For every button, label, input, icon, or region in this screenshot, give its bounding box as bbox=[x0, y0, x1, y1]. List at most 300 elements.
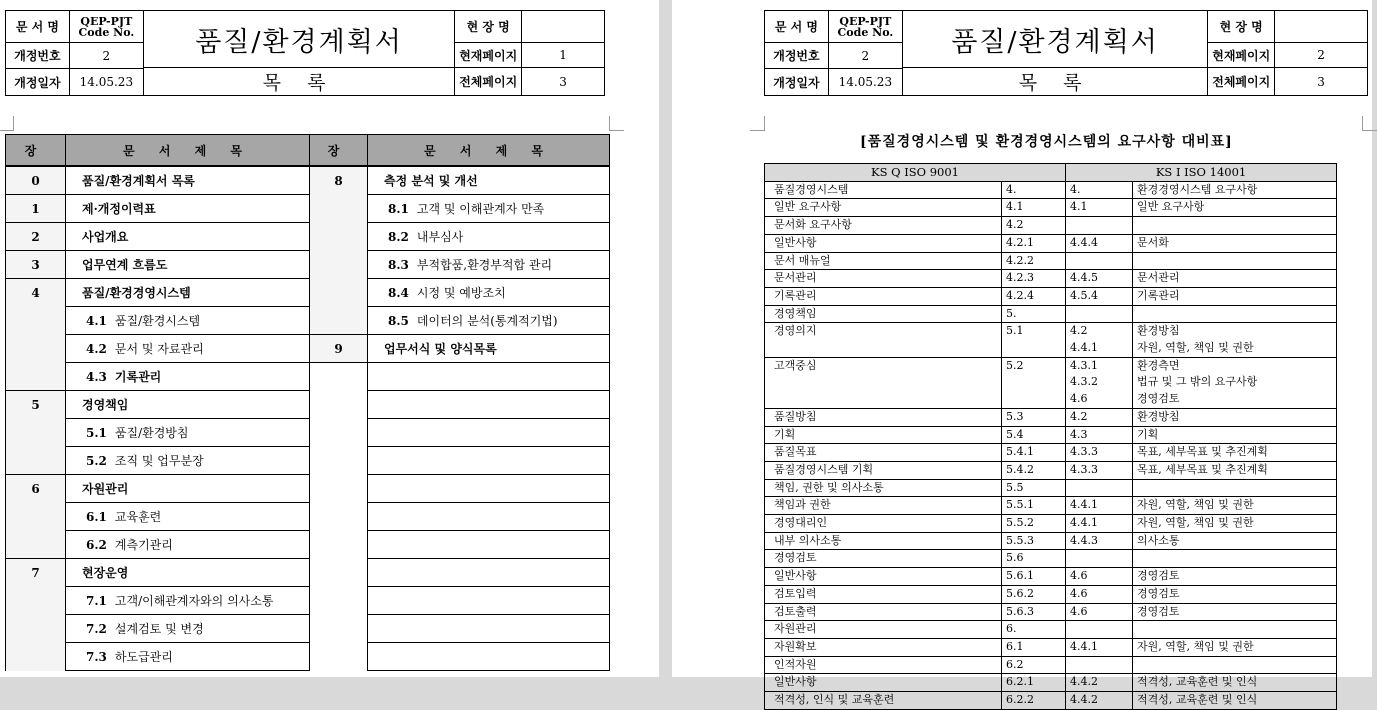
current-page-label: 현재페이지 bbox=[1208, 43, 1275, 68]
qms-clause-number: 5.5.2 bbox=[1002, 515, 1066, 533]
toc-entry-title: 측정 분석 및 개선 bbox=[368, 166, 610, 195]
toc-entry-number: 6.1 bbox=[86, 510, 107, 524]
toc-entry-number: 6.2 bbox=[86, 538, 107, 552]
toc-row bbox=[6, 559, 610, 587]
qms-clause-number: 5.2 bbox=[1002, 357, 1066, 408]
ems-clause-number: 4.4.2 bbox=[1066, 692, 1133, 710]
toc-entry-title bbox=[368, 223, 610, 251]
toc-entry-title bbox=[368, 531, 610, 559]
toc-row bbox=[6, 166, 610, 195]
ems-clause-title bbox=[1133, 305, 1337, 323]
toc-chapter-number: 7 bbox=[6, 559, 66, 587]
total-page-label: 전체페이지 bbox=[1208, 68, 1275, 96]
qms-clause-title: 품질방침 bbox=[765, 408, 1002, 426]
qms-clause-title: 경영대리인 bbox=[765, 515, 1002, 533]
toc-entry-text: 조직 및 업무분장 bbox=[114, 454, 204, 468]
ems-clause-title: 적격성, 교육훈련 및 인식 bbox=[1133, 692, 1337, 710]
toc-col-chapter: 장 bbox=[6, 135, 66, 167]
rev-no-label: 개정번호 bbox=[765, 43, 829, 69]
toc-row bbox=[6, 223, 610, 251]
matrix-row bbox=[765, 497, 1337, 515]
qms-clause-title: 책임과 권한 bbox=[765, 497, 1002, 515]
qms-clause-number: 6.2 bbox=[1002, 656, 1066, 674]
matrix-row bbox=[765, 199, 1337, 217]
matrix-row bbox=[765, 408, 1337, 426]
toc-entry-number: 8.4 bbox=[388, 286, 409, 300]
matrix-row bbox=[765, 426, 1337, 444]
toc-entry-number: 7.3 bbox=[86, 650, 107, 664]
matrix-row bbox=[765, 270, 1337, 288]
ems-clause-number bbox=[1066, 656, 1133, 674]
ems-clause-title: 기록관리 bbox=[1133, 287, 1337, 305]
ems-clause-title: 환경방침 자원, 역할, 책임 및 권한 bbox=[1133, 323, 1337, 357]
toc-entry-number: 7.1 bbox=[86, 594, 107, 608]
ems-clause-number: 4.3.3 bbox=[1066, 461, 1133, 479]
qms-clause-number: 5.5 bbox=[1002, 479, 1066, 497]
ems-clause-number: 4.2 4.4.1 bbox=[1066, 323, 1133, 357]
toc-entry-title: 제·개정이력표 bbox=[66, 195, 310, 223]
matrix-row bbox=[765, 357, 1337, 408]
toc-row bbox=[6, 391, 610, 419]
toc-entry-title bbox=[368, 279, 610, 307]
toc-entry-text: 내부심사 bbox=[416, 230, 464, 244]
toc-entry-text: 계측기관리 bbox=[114, 538, 173, 552]
toc-entry-title bbox=[66, 643, 310, 671]
toc-row bbox=[6, 447, 610, 475]
matrix-row bbox=[765, 674, 1337, 692]
toc-col-chapter: 장 bbox=[310, 135, 368, 167]
ems-clause-title: 일반 요구사항 bbox=[1133, 199, 1337, 217]
qms-clause-number: 4.2.1 bbox=[1002, 234, 1066, 252]
ems-clause-number: 4.4.4 bbox=[1066, 234, 1133, 252]
toc-chapter-number bbox=[6, 335, 66, 363]
qms-clause-title: 자원확보 bbox=[765, 638, 1002, 656]
document-header-1 bbox=[5, 10, 605, 96]
toc-entry-number: 4.1 bbox=[86, 314, 107, 328]
matrix-row bbox=[765, 585, 1337, 603]
qms-clause-number: 5.4.2 bbox=[1002, 461, 1066, 479]
toc-col-title: 문 서 제 목 bbox=[66, 135, 310, 167]
code-no: QEP-PJT Code No. bbox=[69, 11, 143, 43]
qms-clause-title: 고객중심 bbox=[765, 357, 1002, 408]
ems-clause-number: 4.4.1 bbox=[1066, 497, 1133, 515]
toc-row bbox=[6, 307, 610, 335]
document-page-2 bbox=[672, 0, 1372, 707]
qms-clause-number: 5.6.1 bbox=[1002, 568, 1066, 586]
matrix-row bbox=[765, 444, 1337, 462]
matrix-row bbox=[765, 550, 1337, 568]
total-page-value: 3 bbox=[522, 68, 605, 96]
ems-clause-title: 환경방침 bbox=[1133, 408, 1337, 426]
ems-clause-number: 4.4.3 bbox=[1066, 532, 1133, 550]
rev-no-value: 2 bbox=[69, 43, 143, 69]
toc-entry-title bbox=[368, 251, 610, 279]
toc-entry-title bbox=[66, 531, 310, 559]
ems-clause-title: 자원, 역할, 책임 및 권한 bbox=[1133, 515, 1337, 533]
total-page-label: 전체페이지 bbox=[455, 68, 522, 96]
matrix-row bbox=[765, 638, 1337, 656]
matrix-row bbox=[765, 305, 1337, 323]
toc-entry-text: 하도급관리 bbox=[114, 650, 173, 664]
toc-entry-number: 8.3 bbox=[388, 258, 409, 272]
qms-clause-number: 4.2.3 bbox=[1002, 270, 1066, 288]
toc-entry-title bbox=[66, 587, 310, 615]
qms-clause-title: 인적자원 bbox=[765, 656, 1002, 674]
rev-date-value: 14.05.23 bbox=[828, 69, 902, 96]
ems-clause-number: 4.6 bbox=[1066, 603, 1133, 621]
doc-name-label: 문 서 명 bbox=[6, 11, 70, 43]
toc-chapter-number: 6 bbox=[6, 475, 66, 503]
toc-row bbox=[6, 643, 610, 671]
toc-chapter-number bbox=[310, 251, 368, 279]
toc-entry-text: 품질/환경시스템 bbox=[114, 314, 201, 328]
qms-clause-title: 기획 bbox=[765, 426, 1002, 444]
qms-clause-title: 일반사항 bbox=[765, 568, 1002, 586]
toc-entry-title bbox=[368, 475, 610, 503]
toc-entry-title: 업무연계 흐름도 bbox=[66, 251, 310, 279]
ems-clause-title: 목표, 세부목표 및 추진계획 bbox=[1133, 461, 1337, 479]
qms-clause-title: 일반 요구사항 bbox=[765, 199, 1002, 217]
toc-chapter-number bbox=[310, 307, 368, 335]
matrix-row bbox=[765, 568, 1337, 586]
qms-clause-number: 6.2.2 bbox=[1002, 692, 1066, 710]
qms-clause-number: 6.1 bbox=[1002, 638, 1066, 656]
qms-clause-number: 5.3 bbox=[1002, 408, 1066, 426]
toc-entry-text: 고객/이해관계자와의 의사소통 bbox=[114, 594, 274, 608]
toc-entry-title bbox=[368, 363, 610, 391]
site-name-label: 현 장 명 bbox=[1208, 11, 1275, 43]
ems-clause-number bbox=[1066, 252, 1133, 270]
qms-clause-number: 5.1 bbox=[1002, 323, 1066, 357]
qms-clause-number: 4.2.4 bbox=[1002, 287, 1066, 305]
doc-subtitle: 목 록 bbox=[143, 68, 454, 96]
toc-chapter-number bbox=[310, 195, 368, 223]
qms-clause-number: 5.6 bbox=[1002, 550, 1066, 568]
matrix-row bbox=[765, 181, 1337, 199]
rev-no-value: 2 bbox=[828, 43, 902, 69]
toc-entry-title bbox=[368, 643, 610, 671]
ems-clause-title bbox=[1133, 550, 1337, 568]
ems-clause-title bbox=[1133, 252, 1337, 270]
toc-entry-title bbox=[66, 503, 310, 531]
toc-table bbox=[5, 134, 610, 671]
crop-mark bbox=[750, 116, 765, 131]
ems-clause-title: 목표, 세부목표 및 추진계획 bbox=[1133, 444, 1337, 462]
toc-entry-title bbox=[368, 447, 610, 475]
site-name-value bbox=[522, 11, 605, 43]
qms-clause-title: 내부 의사소통 bbox=[765, 532, 1002, 550]
qms-clause-title: 문서화 요구사항 bbox=[765, 217, 1002, 235]
matrix-row bbox=[765, 217, 1337, 235]
toc-entry-title: 사업개요 bbox=[66, 223, 310, 251]
toc-chapter-number: 1 bbox=[6, 195, 66, 223]
ems-clause-number: 4.2 bbox=[1066, 408, 1133, 426]
ems-clause-number bbox=[1066, 305, 1133, 323]
toc-chapter-number bbox=[310, 475, 368, 503]
qms-clause-title: 경영검토 bbox=[765, 550, 1002, 568]
toc-row bbox=[6, 251, 610, 279]
ems-clause-title: 문서관리 bbox=[1133, 270, 1337, 288]
toc-entry-number: 4.3 bbox=[86, 370, 107, 384]
ems-clause-title: 자원, 역할, 책임 및 권한 bbox=[1133, 638, 1337, 656]
matrix-row bbox=[765, 515, 1337, 533]
total-page-value: 3 bbox=[1275, 68, 1368, 96]
qms-clause-number: 4. bbox=[1002, 181, 1066, 199]
toc-entry-number: 7.2 bbox=[86, 622, 107, 636]
toc-chapter-number bbox=[310, 223, 368, 251]
crop-mark bbox=[609, 116, 624, 131]
toc-entry-title bbox=[368, 587, 610, 615]
rev-date-label: 개정일자 bbox=[6, 69, 70, 96]
toc-row bbox=[6, 615, 610, 643]
ems-clause-number: 4.5.4 bbox=[1066, 287, 1133, 305]
ems-clause-number: 4.3.1 4.3.2 4.6 bbox=[1066, 357, 1133, 408]
qms-clause-number: 5.6.2 bbox=[1002, 585, 1066, 603]
qms-clause-title: 문서관리 bbox=[765, 270, 1002, 288]
toc-entry-title bbox=[66, 447, 310, 475]
qms-clause-number: 4.2.2 bbox=[1002, 252, 1066, 270]
ems-clause-title: 경영검토 bbox=[1133, 585, 1337, 603]
toc-entry-title bbox=[368, 419, 610, 447]
toc-header-row bbox=[6, 135, 610, 167]
matrix-header-row bbox=[765, 164, 1337, 182]
toc-entry-text: 설계검토 및 변경 bbox=[114, 622, 204, 636]
toc-entry-text: 교육훈련 bbox=[114, 510, 162, 524]
ems-clause-number: 4.1 bbox=[1066, 199, 1133, 217]
toc-entry-title: 자원관리 bbox=[66, 475, 310, 503]
ems-clause-title: 의사소통 bbox=[1133, 532, 1337, 550]
toc-entry-number: 8.1 bbox=[388, 202, 409, 216]
requirements-matrix bbox=[764, 163, 1337, 710]
document-page-1 bbox=[0, 0, 659, 677]
toc-entry-title: 현장운영 bbox=[66, 559, 310, 587]
toc-row bbox=[6, 475, 610, 503]
ems-clause-number: 4.4.1 bbox=[1066, 515, 1133, 533]
matrix-row bbox=[765, 479, 1337, 497]
toc-chapter-number bbox=[6, 419, 66, 447]
toc-row bbox=[6, 363, 610, 391]
toc-entry-text: 문서 및 자료관리 bbox=[114, 342, 204, 356]
toc-row bbox=[6, 195, 610, 223]
toc-entry-text: 데이터의 분석(통계적기법) bbox=[416, 314, 558, 328]
doc-name-label: 문 서 명 bbox=[765, 11, 829, 43]
matrix-row bbox=[765, 234, 1337, 252]
toc-entry-text: 기록관리 bbox=[114, 370, 162, 384]
toc-chapter-number bbox=[6, 363, 66, 391]
ems-clause-number bbox=[1066, 479, 1133, 497]
toc-entry-title bbox=[368, 615, 610, 643]
ems-clause-title bbox=[1133, 656, 1337, 674]
doc-subtitle: 목 록 bbox=[902, 68, 1207, 96]
toc-entry-title bbox=[368, 195, 610, 223]
ems-clause-title: 환경경영시스템 요구사항 bbox=[1133, 181, 1337, 199]
ems-clause-number: 4.3.3 bbox=[1066, 444, 1133, 462]
qms-clause-number: 5.5.3 bbox=[1002, 532, 1066, 550]
toc-entry-title bbox=[66, 419, 310, 447]
site-name-value bbox=[1275, 11, 1368, 43]
toc-entry-number: 8.5 bbox=[388, 314, 409, 328]
doc-title: 품질/환경계획서 bbox=[902, 11, 1207, 68]
toc-chapter-number bbox=[310, 643, 368, 671]
qms-clause-number: 5.5.1 bbox=[1002, 497, 1066, 515]
ems-clause-title: 환경측면 법규 및 그 밖의 요구사항 경영검토 bbox=[1133, 357, 1337, 408]
site-name-label: 현 장 명 bbox=[455, 11, 522, 43]
matrix-col-ems: KS I ISO 14001 bbox=[1066, 164, 1337, 182]
matrix-row bbox=[765, 532, 1337, 550]
ems-clause-number: 4.6 bbox=[1066, 585, 1133, 603]
crop-mark bbox=[0, 116, 14, 131]
toc-chapter-number: 8 bbox=[310, 166, 368, 195]
toc-entry-title bbox=[368, 559, 610, 587]
toc-entry-number: 5.1 bbox=[86, 426, 107, 440]
toc-entry-title bbox=[66, 615, 310, 643]
toc-chapter-number bbox=[310, 559, 368, 587]
toc-chapter-number: 5 bbox=[6, 391, 66, 419]
matrix-row bbox=[765, 461, 1337, 479]
qms-clause-number: 6.2.1 bbox=[1002, 674, 1066, 692]
toc-chapter-number bbox=[6, 643, 66, 671]
ems-clause-number: 4.4.2 bbox=[1066, 674, 1133, 692]
toc-entry-title bbox=[66, 335, 310, 363]
matrix-row bbox=[765, 252, 1337, 270]
code-no: QEP-PJT Code No. bbox=[828, 11, 902, 43]
toc-chapter-number bbox=[310, 363, 368, 391]
qms-clause-number: 4.2 bbox=[1002, 217, 1066, 235]
qms-clause-title: 기록관리 bbox=[765, 287, 1002, 305]
toc-entry-title bbox=[368, 391, 610, 419]
toc-entry-text: 품질/환경방침 bbox=[114, 426, 189, 440]
qms-clause-number: 5.4.1 bbox=[1002, 444, 1066, 462]
toc-chapter-number: 4 bbox=[6, 279, 66, 307]
toc-row bbox=[6, 419, 610, 447]
toc-entry-title bbox=[368, 503, 610, 531]
toc-entry-number: 8.2 bbox=[388, 230, 409, 244]
current-page-label: 현재페이지 bbox=[455, 43, 522, 68]
qms-clause-number: 4.1 bbox=[1002, 199, 1066, 217]
toc-entry-title: 업무서식 및 양식목록 bbox=[368, 335, 610, 363]
toc-entry-text: 부적합품,환경부적합 관리 bbox=[416, 258, 553, 272]
ems-clause-title: 적격성, 교육훈련 및 인식 bbox=[1133, 674, 1337, 692]
matrix-title: [품질경영시스템 및 환경경영시스템의 요구사항 대비표] bbox=[860, 134, 1233, 150]
qms-clause-title: 품질경영시스템 기획 bbox=[765, 461, 1002, 479]
ems-clause-title bbox=[1133, 479, 1337, 497]
ems-clause-title bbox=[1133, 217, 1337, 235]
toc-entry-text: 고객 및 이해관계자 만족 bbox=[416, 202, 545, 216]
toc-entry-title bbox=[66, 363, 310, 391]
toc-chapter-number bbox=[310, 391, 368, 419]
matrix-row bbox=[765, 287, 1337, 305]
qms-clause-title: 책임, 권한 및 의사소통 bbox=[765, 479, 1002, 497]
qms-clause-title: 적격성, 인식 및 교육훈련 bbox=[765, 692, 1002, 710]
ems-clause-title: 문서화 bbox=[1133, 234, 1337, 252]
rev-date-label: 개정일자 bbox=[765, 69, 829, 96]
toc-chapter-number bbox=[310, 419, 368, 447]
matrix-col-qms: KS Q ISO 9001 bbox=[765, 164, 1066, 182]
toc-col-title: 문 서 제 목 bbox=[368, 135, 610, 167]
qms-clause-number: 6. bbox=[1002, 621, 1066, 639]
document-header-2 bbox=[764, 10, 1368, 96]
matrix-row bbox=[765, 621, 1337, 639]
toc-row bbox=[6, 587, 610, 615]
toc-chapter-number bbox=[310, 503, 368, 531]
ems-clause-title: 자원, 역할, 책임 및 권한 bbox=[1133, 497, 1337, 515]
qms-clause-title: 문서 매뉴얼 bbox=[765, 252, 1002, 270]
toc-entry-title: 품질/환경계획서 목록 bbox=[66, 166, 310, 195]
toc-entry-title: 경영책임 bbox=[66, 391, 310, 419]
rev-no-label: 개정번호 bbox=[6, 43, 70, 69]
toc-chapter-number bbox=[6, 503, 66, 531]
rev-date-value: 14.05.23 bbox=[69, 69, 143, 96]
qms-clause-number: 5. bbox=[1002, 305, 1066, 323]
qms-clause-title: 경영책임 bbox=[765, 305, 1002, 323]
qms-clause-title: 검토입력 bbox=[765, 585, 1002, 603]
qms-clause-title: 품질경영시스템 bbox=[765, 181, 1002, 199]
toc-chapter-number bbox=[310, 447, 368, 475]
toc-row bbox=[6, 279, 610, 307]
ems-clause-number: 4.3 bbox=[1066, 426, 1133, 444]
toc-chapter-number bbox=[310, 615, 368, 643]
toc-chapter-number bbox=[310, 531, 368, 559]
matrix-row bbox=[765, 692, 1337, 710]
toc-chapter-number bbox=[6, 587, 66, 615]
toc-entry-title bbox=[66, 307, 310, 335]
toc-chapter-number: 9 bbox=[310, 335, 368, 363]
toc-chapter-number: 0 bbox=[6, 166, 66, 195]
toc-chapter-number bbox=[6, 531, 66, 559]
toc-entry-title: 품질/환경경영시스템 bbox=[66, 279, 310, 307]
qms-clause-title: 일반사항 bbox=[765, 234, 1002, 252]
ems-clause-number: 4.4.5 bbox=[1066, 270, 1133, 288]
ems-clause-title: 경영검토 bbox=[1133, 568, 1337, 586]
toc-row bbox=[6, 503, 610, 531]
matrix-row bbox=[765, 323, 1337, 357]
matrix-row bbox=[765, 603, 1337, 621]
qms-clause-title: 경영의지 bbox=[765, 323, 1002, 357]
toc-row bbox=[6, 531, 610, 559]
toc-chapter-number: 3 bbox=[6, 251, 66, 279]
toc-chapter-number bbox=[6, 307, 66, 335]
toc-chapter-number bbox=[6, 615, 66, 643]
qms-clause-number: 5.6.3 bbox=[1002, 603, 1066, 621]
ems-clause-title: 기획 bbox=[1133, 426, 1337, 444]
qms-clause-title: 품질목표 bbox=[765, 444, 1002, 462]
toc-chapter-number bbox=[6, 447, 66, 475]
toc-entry-number: 5.2 bbox=[86, 454, 107, 468]
matrix-row bbox=[765, 656, 1337, 674]
ems-clause-number bbox=[1066, 621, 1133, 639]
crop-mark bbox=[1362, 116, 1377, 131]
toc-entry-number: 4.2 bbox=[86, 342, 107, 356]
ems-clause-number: 4.6 bbox=[1066, 568, 1133, 586]
ems-clause-title bbox=[1133, 621, 1337, 639]
toc-chapter-number bbox=[310, 587, 368, 615]
toc-entry-title bbox=[368, 307, 610, 335]
current-page-value: 2 bbox=[1275, 43, 1368, 68]
current-page-value: 1 bbox=[522, 43, 605, 68]
ems-clause-number bbox=[1066, 217, 1133, 235]
ems-clause-number: 4. bbox=[1066, 181, 1133, 199]
qms-clause-title: 검토출력 bbox=[765, 603, 1002, 621]
toc-chapter-number: 2 bbox=[6, 223, 66, 251]
qms-clause-title: 일반사항 bbox=[765, 674, 1002, 692]
toc-entry-text: 시정 및 예방조치 bbox=[416, 286, 506, 300]
ems-clause-number: 4.4.1 bbox=[1066, 638, 1133, 656]
ems-clause-number bbox=[1066, 550, 1133, 568]
toc-chapter-number bbox=[310, 279, 368, 307]
qms-clause-number: 5.4 bbox=[1002, 426, 1066, 444]
toc-row bbox=[6, 335, 610, 363]
ems-clause-title: 경영검토 bbox=[1133, 603, 1337, 621]
